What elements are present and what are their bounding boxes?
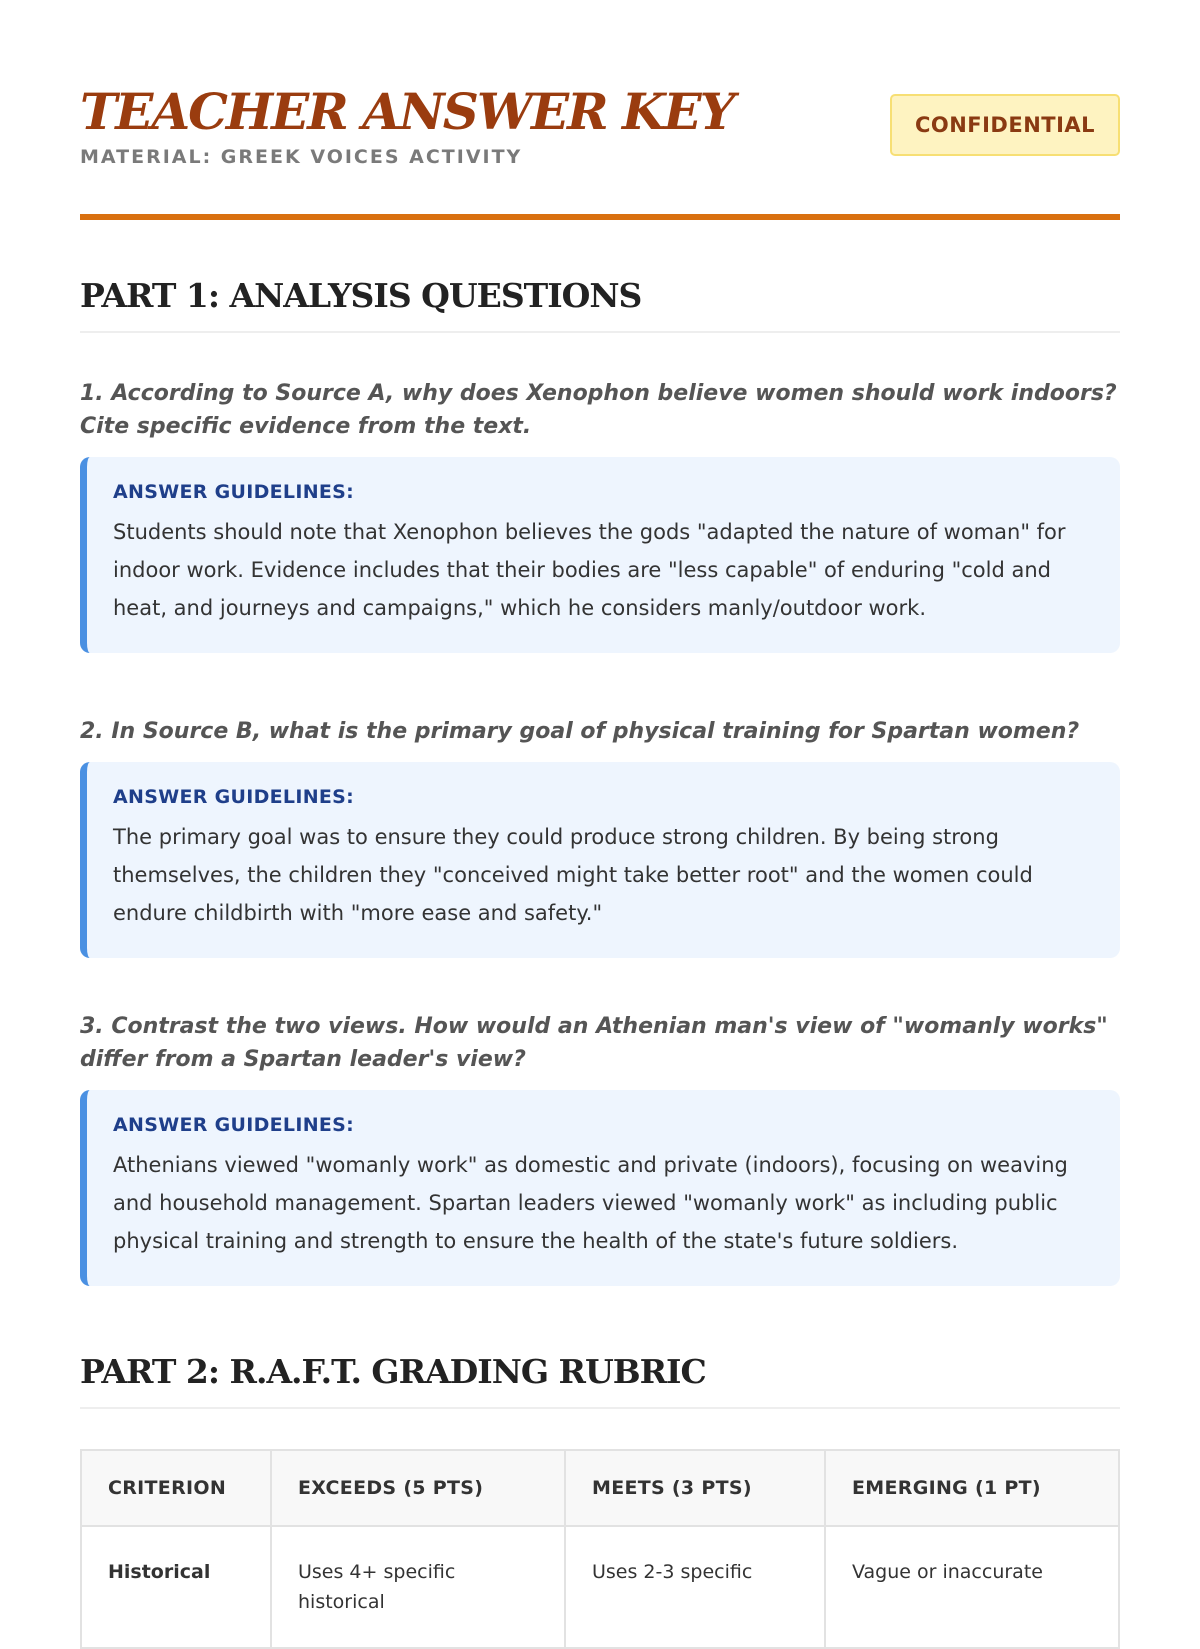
material-subtitle: MATERIAL: GREEK VOICES ACTIVITY [80, 146, 523, 168]
table-cell: Uses 4+ specific historical [271, 1526, 565, 1648]
column-header-meets: MEETS (3 PTS) [565, 1450, 825, 1526]
table-cell-criterion: Historical [81, 1526, 271, 1648]
answer-text: Athenians viewed "womanly work" as domestic and private (indoors), focusing on weaving and household management. Spartan leaders viewed "womanly work" as including public physical training and strength to ensure the health of the state's future soldiers. [113, 1153, 1068, 1253]
answer-box-2 [80, 762, 1120, 958]
answer-box-1 [80, 457, 1120, 653]
answer-key-page [80, 0, 1120, 1649]
answer-label: ANSWER GUIDELINES: [113, 786, 355, 808]
answer-text: Students should note that Xenophon believes the gods "adapted the nature of woman" for indoor work. Evidence includes that their bodies are "less capable" of enduring "cold and heat, and journeys and campaigns," which he considers manly/outdoor work. [113, 520, 1066, 620]
table-cell: Vague or inaccurate [825, 1526, 1119, 1648]
column-header-emerging: EMERGING (1 PT) [825, 1450, 1119, 1526]
question-2: 2. In Source B, what is the primary goal of physical training for Spartan women? [80, 719, 1080, 744]
answer-label: ANSWER GUIDELINES: [113, 481, 355, 503]
header [80, 84, 1120, 214]
column-header-criterion: CRITERION [81, 1450, 271, 1526]
question-3: 3. Contrast the two views. How would an Athenian man's view of "womanly works" differ from a Spartan leader's view? [80, 1014, 1108, 1072]
title-block [80, 84, 733, 168]
confidential-badge: CONFIDENTIAL [890, 94, 1120, 156]
question-1: 1. According to Source A, why does Xenophon believe women should work indoors? Cite specific evidence from the text. [80, 381, 1117, 439]
table-cell: Uses 2-3 specific [565, 1526, 825, 1648]
table-header-row [81, 1450, 1119, 1526]
answer-text: The primary goal was to ensure they could produce strong children. By being strong themselves, the children they "conceived might take better root" and the women could endure childbirth with "more ease and safety." [113, 825, 1033, 925]
answer-box-3 [80, 1090, 1120, 1286]
part1-title: PART 1: ANALYSIS QUESTIONS [80, 276, 1120, 333]
answer-label: ANSWER GUIDELINES: [113, 1114, 355, 1136]
column-header-exceeds: EXCEEDS (5 PTS) [271, 1450, 565, 1526]
page-title: TEACHER ANSWER KEY [80, 82, 734, 141]
grading-rubric-table [80, 1449, 1120, 1649]
table-row [81, 1526, 1119, 1648]
part2-title: PART 2: R.A.F.T. GRADING RUBRIC [80, 1352, 1120, 1409]
header-divider [80, 214, 1120, 220]
